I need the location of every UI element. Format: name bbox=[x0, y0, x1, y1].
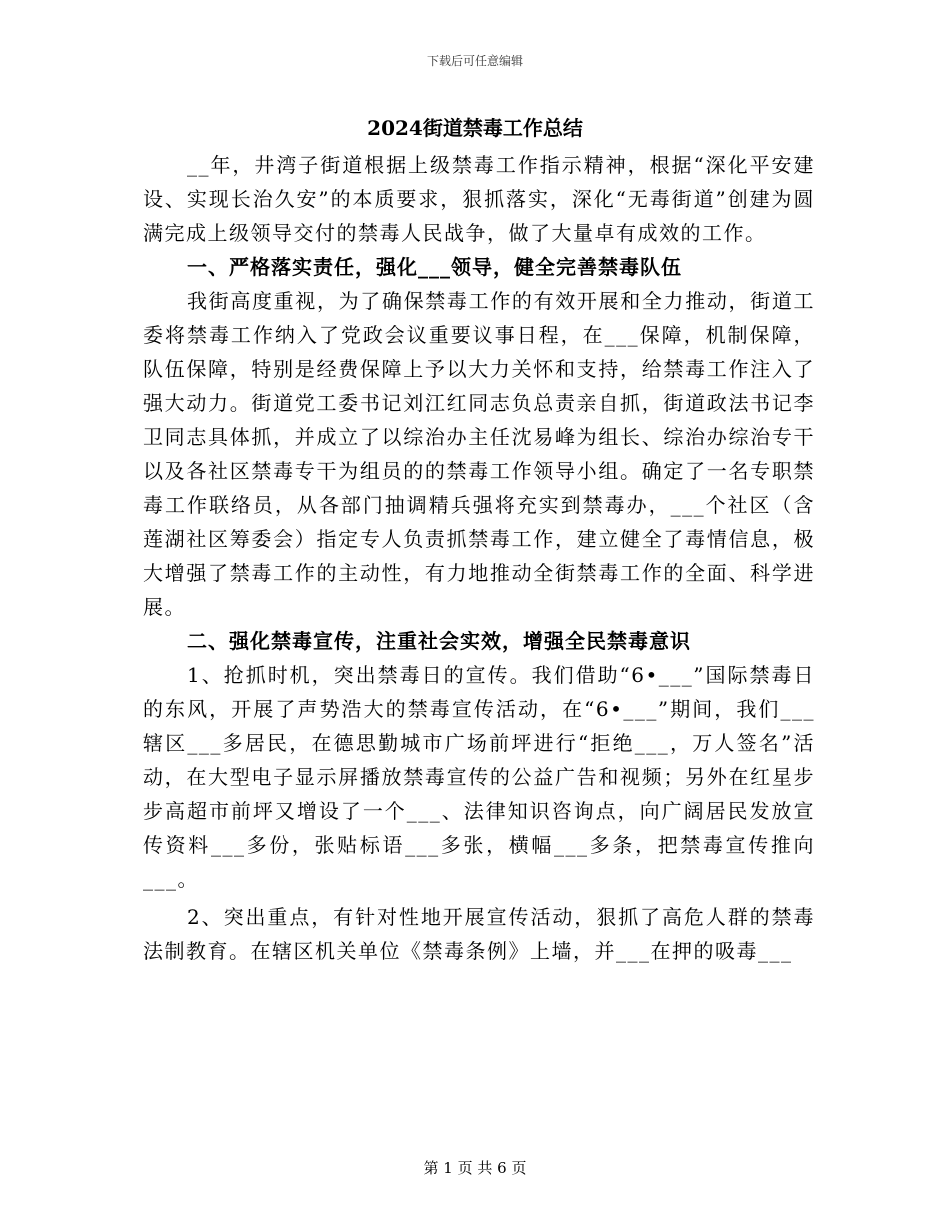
document-body bbox=[143, 148, 815, 968]
section-heading-2: 二、强化禁毒宣传，注重社会实效，增强全民禁毒意识 bbox=[187, 629, 691, 653]
section-1-paragraph: 我街高度重视，为了确保禁毒工作的有效开展和全力推动，街道工委将禁毒工作纳入了党政会议重要议事日程，在___保障，机制保障，队伍保障，特别是经费保障上予以大力关怀和支持，给禁毒工作注入了强大动力。街道党工委书记刘江红同志负总责亲自抓，街道政法书记李卫同志具体抓，并成立了以综治办主任沈易峰为组长、综治办综治专干以及各社区禁毒专干为组员的的禁毒工作领导小组。确定了一名专职禁毒工作联络员，从各部门抽调精兵强将充实到禁毒办，___个社区（含莲湖社区筹委会）指定专人负责抓禁毒工作，建立健全了毒情信息，极大增强了禁毒工作的主动性，有力地推动全街禁毒工作的全面、科学进展。 bbox=[143, 289, 815, 619]
page-footer-number: 第 1 页 共 6 页 bbox=[423, 1159, 527, 1177]
section-2-item-1: 1、抢抓时机，突出禁毒日的宣传。我们借助“6•___”国际禁毒日的东风，开展了声势浩大的禁毒宣传活动，在“6•___”期间，我们___辖区___多居民，在德思勤城市广场前坪进行“拒绝___，万人签名”活动，在大型电子显示屏播放禁毒宣传的公益广告和视频；另外在红星步步高超市前坪又增设了一个___、法律知识咨询点，向广阔居民发放宣传资料___多份，张贴标语___多张，横幅___多条，把禁毒宣传推向___。 bbox=[143, 663, 815, 891]
section-heading-1: 一、严格落实责任，强化___领导，健全完善禁毒队伍 bbox=[187, 255, 682, 279]
intro-paragraph: __年，井湾子街道根据上级禁毒工作指示精神，根据“深化平安建设、实现长治久安”的本质要求，狠抓落实，深化“无毒街道”创建为圆满完成上级领导交付的禁毒人民战争，做了大量卓有成效的工作。 bbox=[143, 153, 815, 245]
document-title: 2024街道禁毒工作总结 bbox=[367, 116, 583, 140]
page-header-note: 下载后可任意编辑 bbox=[426, 54, 523, 68]
section-2-item-2: 2、突出重点，有针对性地开展宣传活动，狠抓了高危人群的禁毒法制教育。在辖区机关单位《禁毒条例》上墙，并___在押的吸毒___ bbox=[143, 905, 815, 963]
